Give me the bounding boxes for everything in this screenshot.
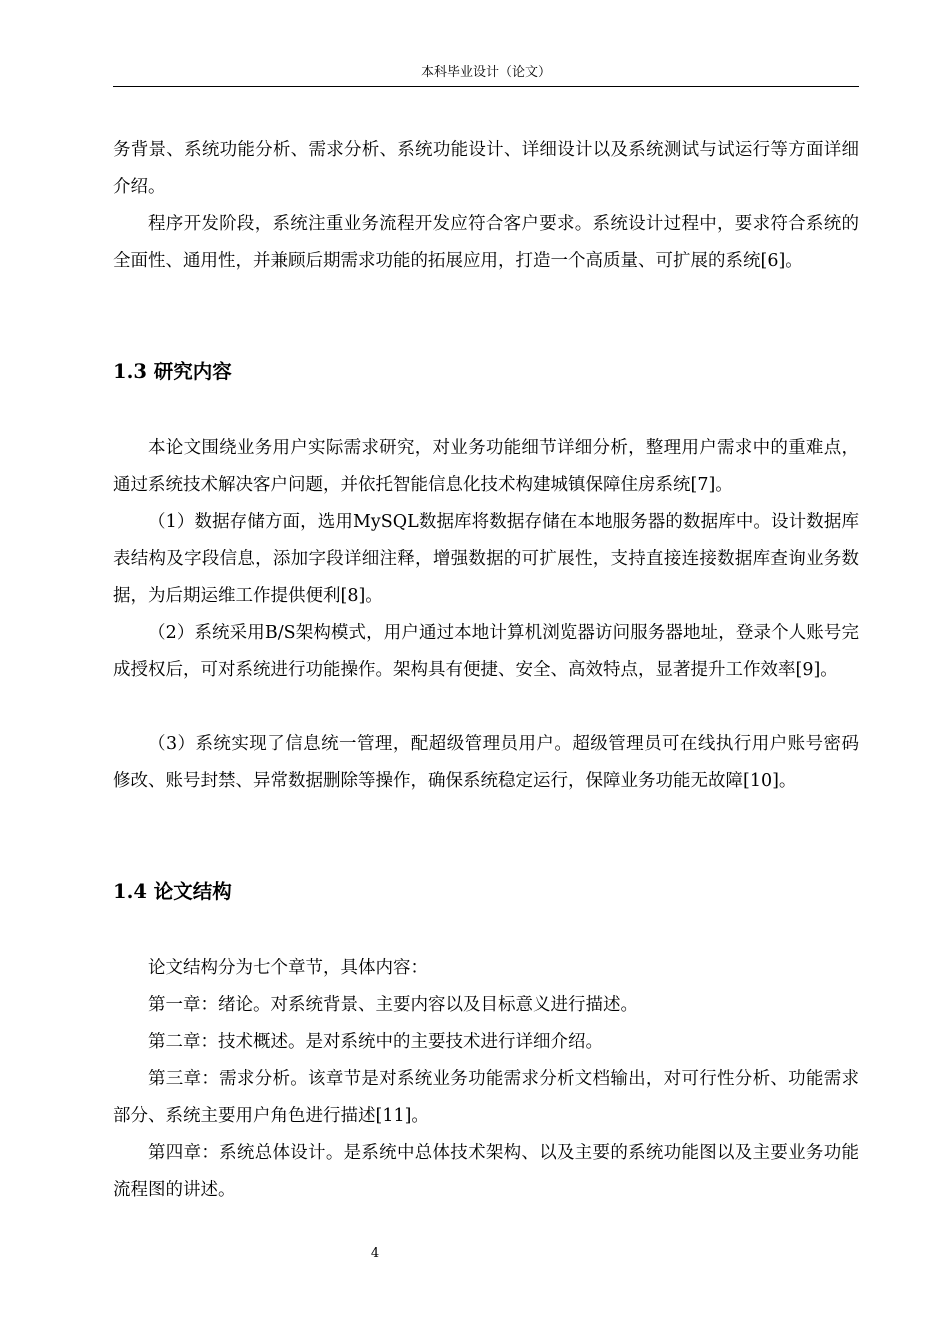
section-heading-research-content: 1.3 研究内容: [113, 360, 232, 383]
paragraph-chapter-1: 第一章：绪论。对系统背景、主要内容以及目标意义进行描述。: [148, 995, 638, 1015]
paragraph-structure-intro: 论文结构分为七个章节，具体内容：: [148, 958, 428, 978]
page-number: 4: [370, 1246, 380, 1261]
section-heading-thesis-structure: 1.4 论文结构: [113, 880, 232, 903]
paragraph-chapter-4: 第四章：系统总体设计。是系统中总体技术架构、以及主要的系统功能图以及主要业务功能流程图的讲述。: [113, 1143, 859, 1200]
paragraph-data-storage: （1）数据存储方面，选用MySQL数据库将数据存储在本地服务器的数据库中。设计数据库表结构及字段信息，添加字段详细注释，增强数据的可扩展性，支持直接连接数据库查询业务数据，为后期运维工作提供便利[8]。: [113, 512, 859, 606]
paragraph-bs-architecture: （2）系统采用B/S架构模式，用户通过本地计算机浏览器访问服务器地址，登录个人账号完成授权后，可对系统进行功能操作。架构具有便捷、安全、高效特点，显著提升工作效率[9]。: [113, 623, 859, 680]
page-header: 本科毕业设计（论文）: [113, 60, 859, 87]
paragraph-chapter-3: 第三章：需求分析。该章节是对系统业务功能需求分析文档输出，对可行性分析、功能需求部分、系统主要用户角色进行描述[11]。: [113, 1069, 859, 1126]
paragraph-unified-management: （3）系统实现了信息统一管理，配超级管理员用户。超级管理员可在线执行用户账号密码修改、账号封禁、异常数据删除等操作，确保系统稳定运行，保障业务功能无故障[10]。: [113, 734, 859, 791]
paragraph-intro-continued: 务背景、系统功能分析、需求分析、系统功能设计、详细设计以及系统测试与试运行等方面详细介绍。: [113, 140, 859, 197]
paragraph-research-overview: 本论文围绕业务用户实际需求研究，对业务功能细节详细分析，整理用户需求中的重难点，通过系统技术解决客户问题，并依托智能信息化技术构建城镇保障住房系统[7]。: [113, 438, 859, 495]
paragraph-chapter-2: 第二章：技术概述。是对系统中的主要技术进行详细介绍。: [148, 1032, 603, 1052]
paragraph-development-stage: 程序开发阶段，系统注重业务流程开发应符合客户要求。系统设计过程中，要求符合系统的全面性、通用性，并兼顾后期需求功能的拓展应用，打造一个高质量、可扩展的系统[6]。: [113, 214, 859, 271]
